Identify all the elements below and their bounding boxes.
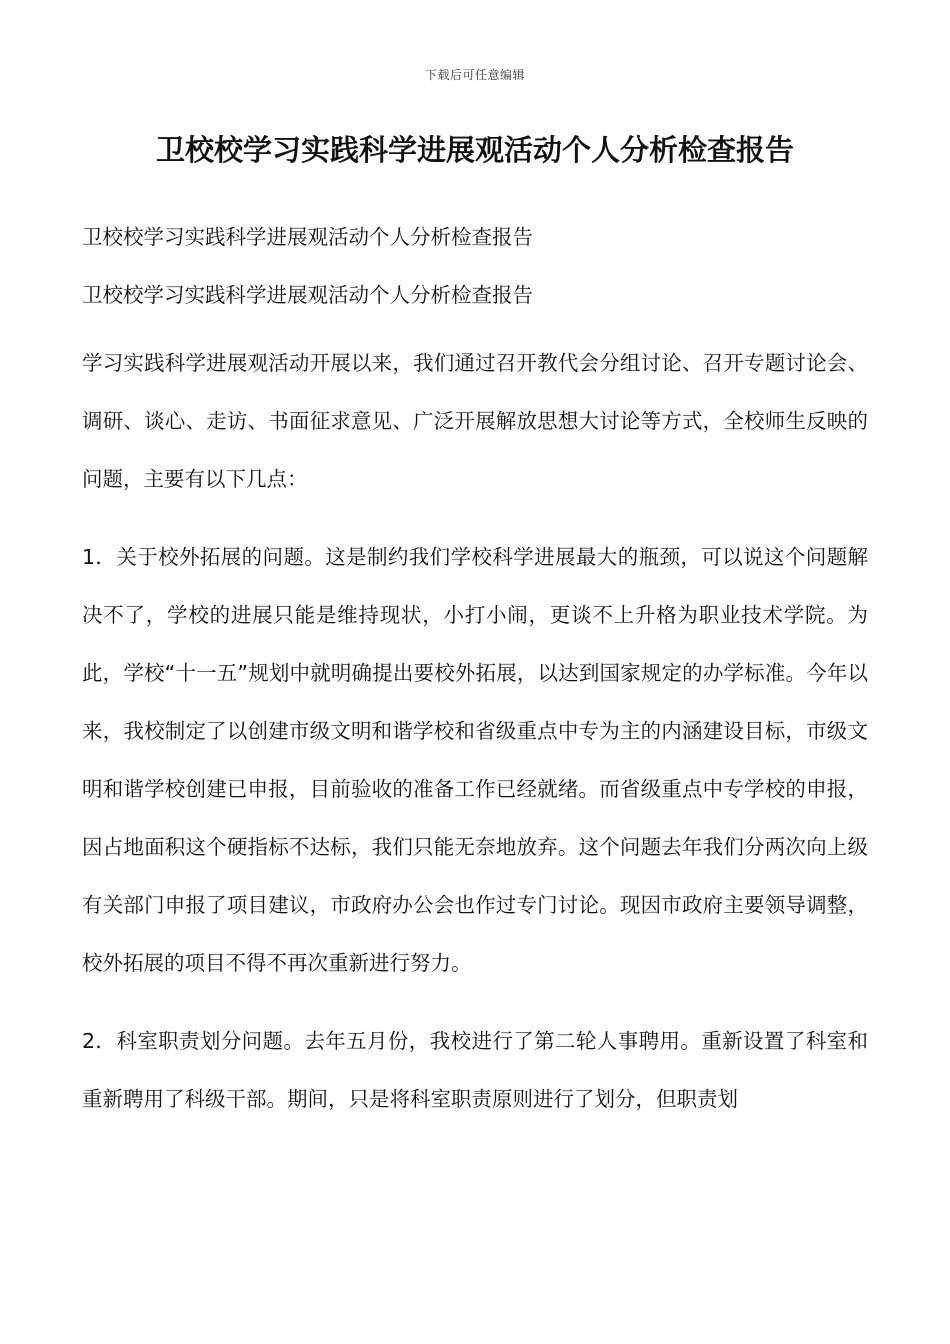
paragraph-item-1: 1．关于校外拓展的问题。这是制约我们学校科学进展最大的瓶颈，可以说这个问题解决不了，学校的进展只能是维持现状，小打小闹，更谈不上升格为职业技术学院。为此，学校“十一五”规划中就明确提出要校外拓展，以达到国家规定的办学标准。今年以来，我校制定了以创建市级文明和谐学校和省级重点中专为主的内涵建设目标，市级文明和谐学校创建已申报，目前验收的准备工作已经就绪。而省级重点中专学校的申报，因占地面积这个硬指标不达标，我们只能无奈地放弃。这个问题去年我们分两次向上级有关部门申报了项目建议，市政府办公会也作过专门讨论。现因市政府主要领导调整，校外拓展的项目不得不再次重新进行努力。 <box>82 545 868 975</box>
subtitle-line-1: 卫校校学习实践科学进展观活动个人分析检查报告 <box>82 225 533 249</box>
document-body <box>82 218 868 1148</box>
paragraph-item-2: 2．科室职责划分问题。去年五月份，我校进行了第二轮人事聘用。重新设置了科室和重新聘用了科级干部。期间，只是将科室职责原则进行了划分，但职责划 <box>82 1029 868 1111</box>
subtitle-line-2: 卫校校学习实践科学进展观活动个人分析检查报告 <box>82 283 533 307</box>
document-title: 卫校校学习实践科学进展观活动个人分析检查报告 <box>155 133 794 167</box>
header-note: 下载后可任意编辑 <box>424 68 525 82</box>
paragraph-intro: 学习实践科学进展观活动开展以来，我们通过召开教代会分组讨论、召开专题讨论会、调研、谈心、走访、书面征求意见、广泛开展解放思想大讨论等方式，全校师生反映的问题，主要有以下几点： <box>82 351 868 491</box>
